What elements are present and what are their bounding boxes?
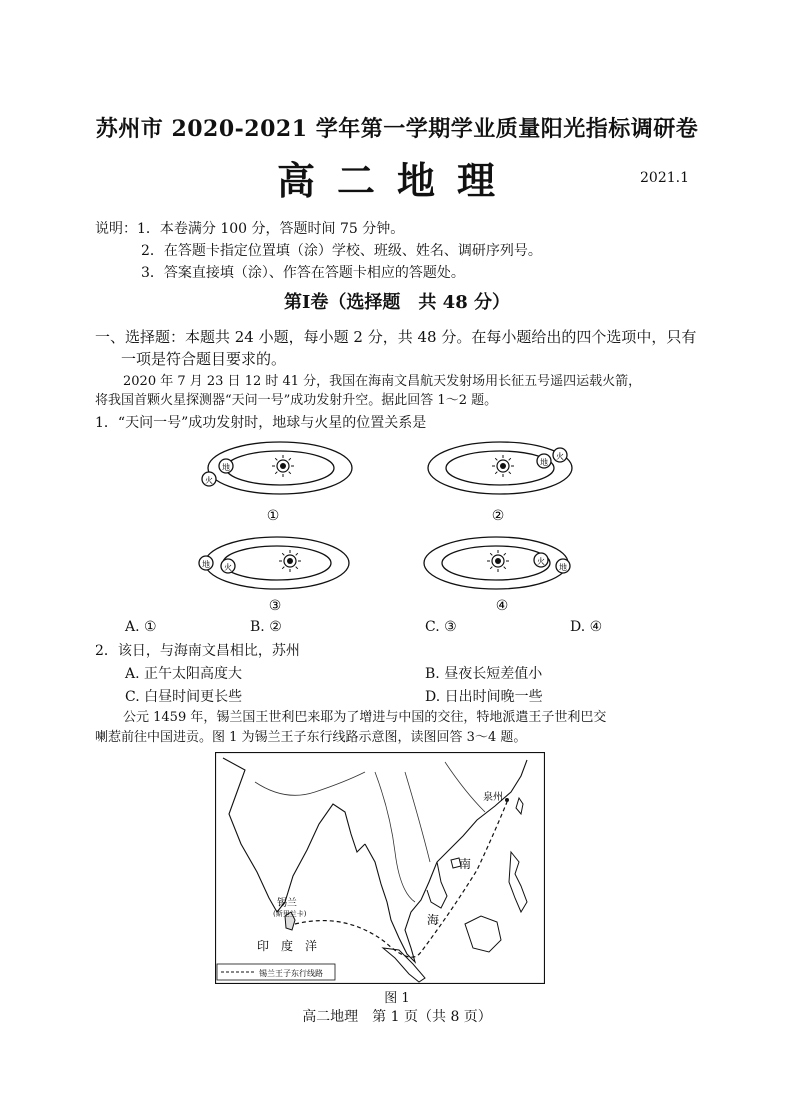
exam-subject: 高二地理 bbox=[276, 158, 517, 203]
svg-text:火: 火 bbox=[205, 476, 213, 485]
q1-option-c[interactable]: C. ③ bbox=[425, 619, 457, 635]
quanzhou-marker bbox=[505, 798, 509, 802]
diagram-label-3: ③ bbox=[268, 598, 282, 614]
q2-option-c[interactable]: C. 白昼时间更长些 bbox=[125, 689, 243, 705]
q2-option-a[interactable]: A. 正午太阳高度大 bbox=[125, 666, 243, 682]
earth-marker bbox=[199, 556, 213, 570]
orbit-diagram-3 bbox=[199, 537, 349, 614]
earth-marker bbox=[219, 459, 233, 473]
svg-text:地: 地 bbox=[559, 563, 567, 572]
diagram-label-2: ② bbox=[491, 508, 505, 524]
earth-marker bbox=[556, 559, 570, 573]
sun-icon bbox=[487, 550, 509, 572]
passage-1-line-1: 2020 年 7 月 23 日 12 时 41 分，我国在海南文昌航天发射场用长征五号遥四运载火箭， bbox=[123, 374, 642, 389]
label-xilan-sub: (斯里兰卡) bbox=[273, 910, 307, 918]
orbit-diagrams bbox=[180, 430, 600, 616]
instructions-notes bbox=[95, 218, 542, 284]
q2-option-b[interactable]: B. 昼夜长短差值小 bbox=[425, 666, 543, 682]
label-xilan: 锡兰 bbox=[277, 898, 297, 909]
svg-text:火: 火 bbox=[224, 563, 232, 572]
instruction-line-2: 一项是符合题目要求的。 bbox=[121, 350, 287, 368]
section-instruction bbox=[95, 326, 715, 370]
q1-option-b[interactable]: B. ② bbox=[250, 619, 282, 635]
sun-icon bbox=[279, 550, 301, 572]
passage-2-line-1: 公元 1459 年，锡兰国王世利巴来耶为了增进与中国的交往，特地派遣王子世利巴交 bbox=[123, 710, 607, 725]
passage-2-line-2: 喇惹前往中国进贡。图 1 为锡兰王子东行线路示意图，读图回答 3～4 题。 bbox=[95, 730, 527, 745]
notes-line-1 bbox=[95, 218, 542, 240]
orbit-diagram-4 bbox=[424, 537, 570, 614]
label-hai: 海 bbox=[427, 913, 440, 927]
instruction-line-1: 一、选择题：本题共 24 小题，每小题 2 分，共 48 分。在每小题给出的四个选项中，只有 bbox=[95, 328, 697, 346]
sun-icon bbox=[492, 455, 514, 477]
note-item-3: 3．答案直接填（涂）、作答在答题卡相应的答题处。 bbox=[141, 265, 465, 281]
label-indian-ocean: 印 度 洋 bbox=[257, 939, 318, 953]
question-1-stem: 1．“天问一号”成功发射时，地球与火星的位置关系是 bbox=[95, 415, 427, 431]
mars-marker bbox=[221, 559, 235, 573]
label-quanzhou: 泉州 bbox=[483, 792, 503, 803]
diagram-label-1: ① bbox=[266, 508, 280, 524]
notes-label: 说明： bbox=[95, 221, 137, 237]
svg-text:火: 火 bbox=[537, 557, 545, 566]
q2-option-d[interactable]: D. 日出时间晚一些 bbox=[425, 689, 543, 705]
map-legend bbox=[217, 964, 335, 980]
exam-title: 苏州市 2020-2021 学年第一学期学业质量阳光指标调研卷 bbox=[95, 116, 699, 142]
note-item-2: 2．在答题卡指定位置填（涂）学校、班级、姓名、调研序列号。 bbox=[141, 243, 542, 259]
question-2-stem: 2．该日，与海南文昌相比，苏州 bbox=[95, 643, 300, 659]
passage-2 bbox=[95, 708, 715, 748]
passage-1-line-2: 将我国首颗火星探测器“天问一号”成功发射升空。据此回答 1～2 题。 bbox=[95, 393, 498, 408]
orbit-diagram-2 bbox=[428, 442, 572, 524]
section-title: 第Ⅰ卷（选择题 共 48 分） bbox=[283, 292, 510, 313]
q1-option-d[interactable]: D. ④ bbox=[570, 619, 603, 635]
figure-caption: 图 1 bbox=[384, 991, 410, 1006]
label-nan: 南 bbox=[459, 857, 472, 871]
legend-label: 锡兰王子东行线路 bbox=[259, 969, 323, 978]
diagram-label-4: ④ bbox=[495, 598, 509, 614]
mars-marker bbox=[553, 448, 567, 462]
q1-option-a[interactable]: A. ① bbox=[125, 619, 157, 635]
svg-text:火: 火 bbox=[556, 452, 564, 461]
note-item-1: 1．本卷满分 100 分，答题时间 75 分钟。 bbox=[137, 221, 405, 237]
svg-text:地: 地 bbox=[202, 560, 210, 569]
svg-text:地: 地 bbox=[540, 458, 548, 467]
mars-marker bbox=[202, 472, 216, 486]
earth-marker bbox=[537, 454, 551, 468]
sun-icon bbox=[272, 455, 294, 477]
svg-text:地: 地 bbox=[222, 463, 230, 472]
passage-1 bbox=[95, 372, 715, 410]
route-map bbox=[215, 752, 545, 984]
page-footer: 高二地理 第 1 页（共 8 页） bbox=[302, 1009, 492, 1025]
mars-marker bbox=[534, 553, 548, 567]
orbit-diagram-1 bbox=[202, 442, 352, 524]
exam-date: 2021.1 bbox=[640, 170, 689, 186]
